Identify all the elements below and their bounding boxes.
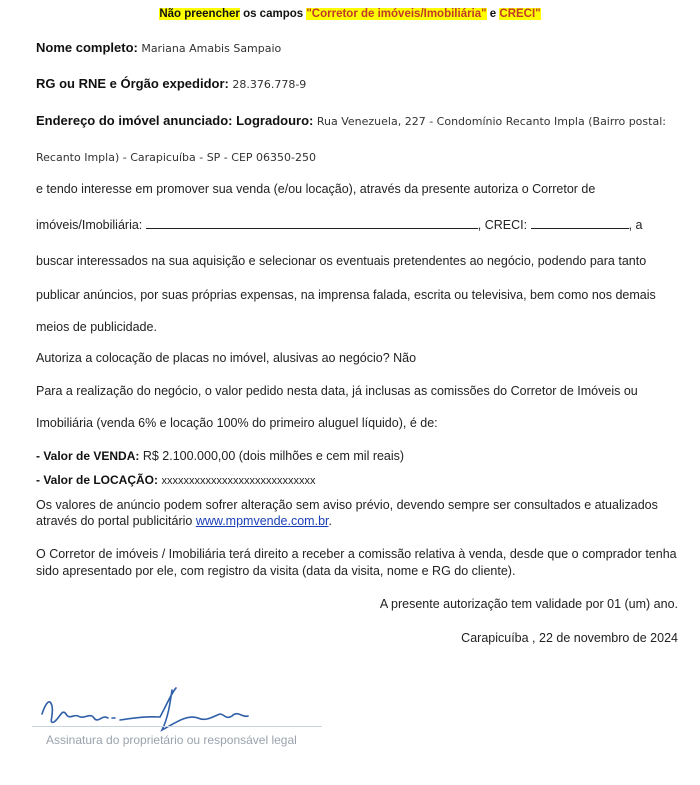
valor-venda-value: R$ 2.100.000,00 (dois milhões e cem mil reais)	[142, 449, 405, 463]
paragraph-1-line-5: meios de publicidade.	[36, 320, 157, 334]
valor-locacao-row	[36, 473, 316, 487]
nome-value: Mariana Amabis Sampaio	[141, 42, 282, 55]
nome-label: Nome completo:	[36, 40, 138, 55]
nome-row	[36, 40, 281, 55]
anuncio-suffix: .	[328, 514, 332, 528]
paragraph-1-line-3: buscar interessados na sua aquisição e selecionar os eventuais pretendentes ao negócio, podendo para tanto	[36, 254, 647, 268]
notice-highlight-3: CRECI"	[499, 8, 541, 20]
signature-line	[32, 726, 322, 727]
anuncio-line-2	[36, 514, 332, 528]
valor-venda-row	[36, 449, 404, 463]
endereco-row-2	[36, 150, 316, 164]
valor-locacao-value: xxxxxxxxxxxxxxxxxxxxxxxxxxxx	[161, 475, 316, 487]
creci-blank-field	[531, 217, 629, 229]
instruction-notice	[0, 8, 700, 20]
endereco-value-2: Recanto Impla) - Carapicuíba - SP - CEP 06350-250	[36, 151, 316, 164]
endereco-label: Endereço do imóvel anunciado	[36, 113, 229, 128]
anuncio-prefix: através do portal publicitário	[36, 514, 196, 528]
logradouro-label: : Logradouro:	[228, 113, 314, 128]
notice-highlight-1: Não preencher	[159, 8, 240, 20]
valor-paragraph-line-1: Para a realização do negócio, o valor pedido nesta data, já inclusas as comissões do Corretor de Imóveis ou	[36, 384, 638, 398]
portal-link[interactable]: www.mpmvende.com.br	[195, 514, 329, 528]
local-data-text: Carapicuíba , 22 de novembro de 2024	[461, 631, 678, 645]
rg-value: 28.376.778-9	[232, 78, 307, 91]
notice-text-2: e	[486, 8, 500, 20]
notice-highlight-2: "Corretor de imóveis/Imobiliária"	[306, 8, 487, 20]
signature-caption: Assinatura do proprietário ou responsável legal	[46, 733, 297, 747]
notice-text-1: os campos	[239, 8, 307, 20]
paragraph-1-line-1: e tendo interesse em promover sua venda (e/ou locação), através da presente autoriza o Corretor de	[36, 182, 596, 196]
corretor-label: imóveis/Imobiliária:	[36, 218, 143, 232]
anuncio-line-1: Os valores de anúncio podem sofrer alteração sem aviso prévio, devendo sempre ser consultados e atualizados	[36, 498, 658, 512]
rg-row	[36, 76, 306, 91]
endereco-value-1: Rua Venezuela, 227 - Condomínio Recanto Impla (Bairro postal:	[316, 115, 666, 128]
valor-venda-label: - Valor de VENDA:	[36, 449, 140, 463]
valor-paragraph-line-2: Imobiliária (venda 6% e locação 100% do primeiro aluguel líquido), é de:	[36, 416, 438, 430]
corretor-blank-field	[146, 217, 478, 229]
placas-question: Autoriza a colocação de placas no imóvel, alusivas ao negócio? Não	[36, 351, 417, 365]
creci-label: , CRECI:	[477, 218, 528, 232]
endereco-row-1	[36, 113, 666, 128]
validade-text: A presente autorização tem validade por 01 (um) ano.	[379, 597, 678, 611]
paragraph-1-line-4: publicar anúncios, por suas próprias expensas, na imprensa falada, escrita ou televisiva, bem como nos demais	[36, 288, 656, 302]
comissao-line-2: sido apresentado por ele, com registro da visita (data da visita, nome e RG do cliente).	[36, 564, 516, 578]
paragraph-1-suffix: , a	[628, 218, 643, 232]
rg-label: RG ou RNE e Órgão expedidor:	[36, 76, 229, 91]
comissao-line-1: O Corretor de imóveis / Imobiliária terá direito a receber a comissão relativa à venda, desde que o comprador tenha	[36, 547, 677, 561]
valor-locacao-label: - Valor de LOCAÇÃO:	[36, 473, 159, 487]
paragraph-1-line-2	[36, 217, 642, 232]
